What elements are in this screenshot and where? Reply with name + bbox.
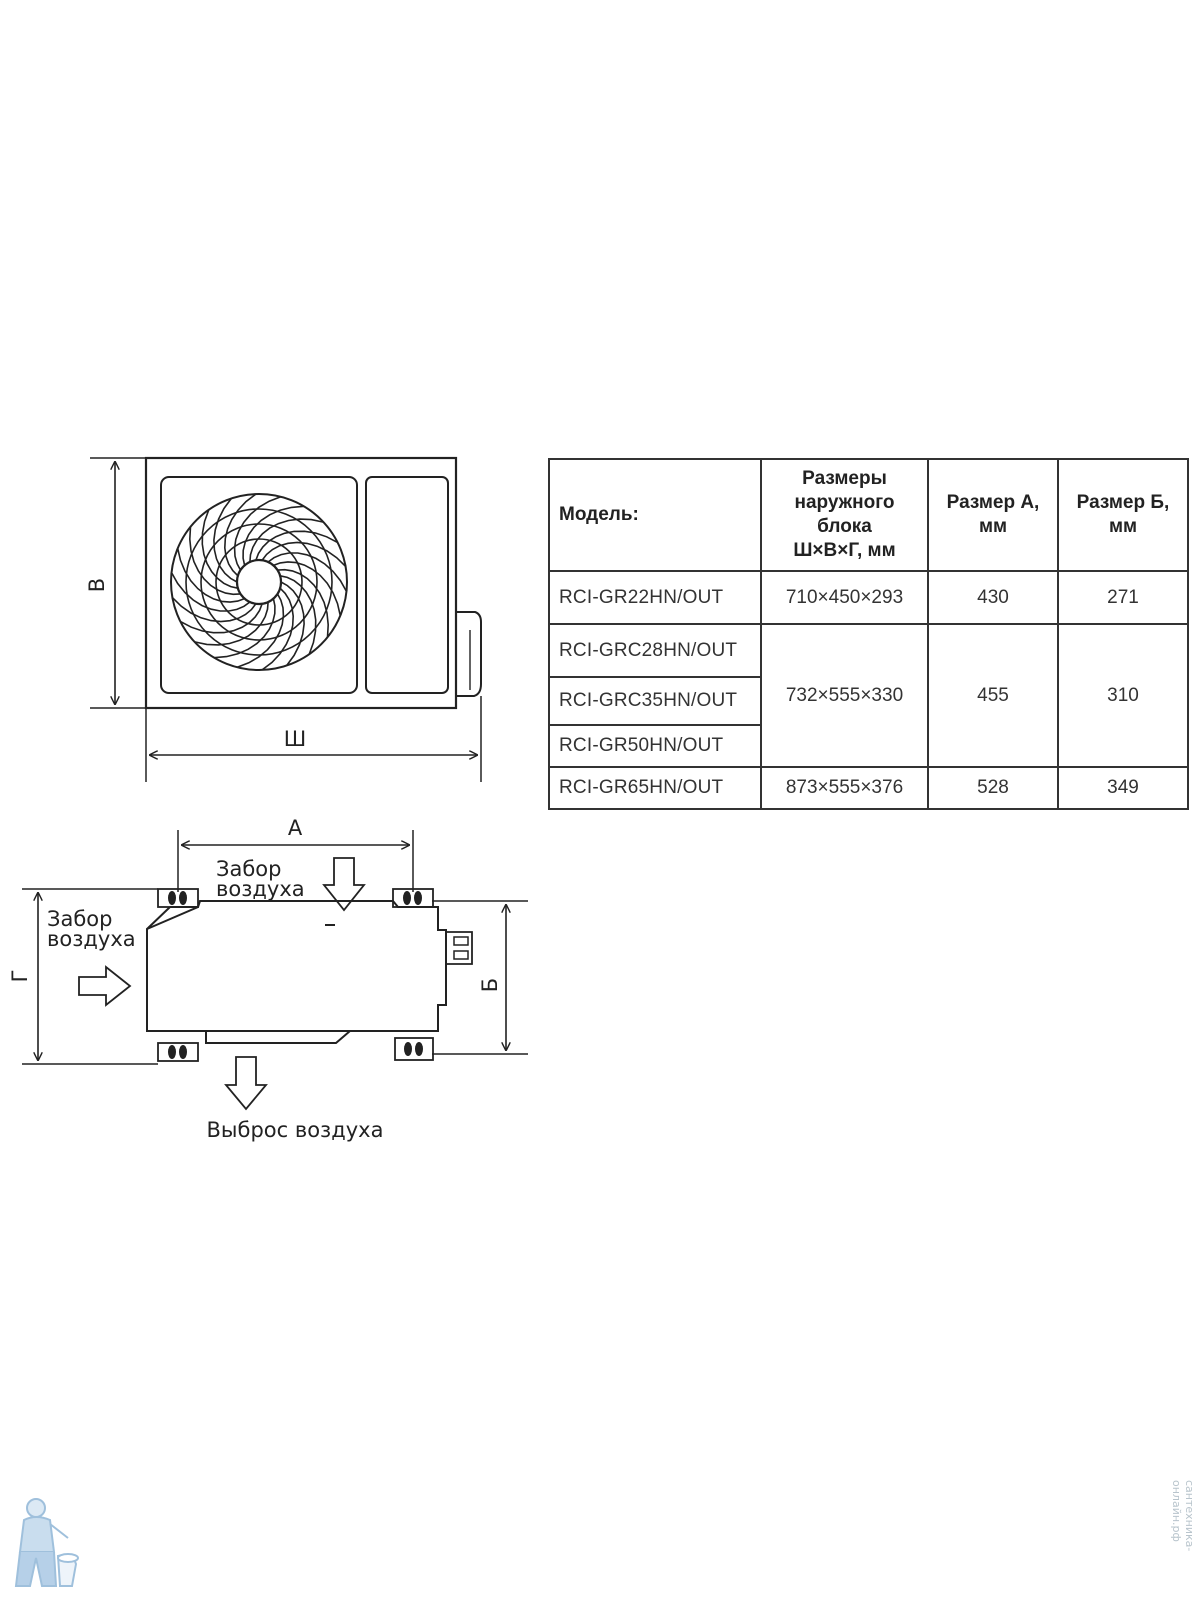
- air-intake-top-label-2: воздуха: [216, 877, 305, 901]
- air-exhaust-label: Выброс воздуха: [206, 1118, 384, 1142]
- header-outdoor-size-line: Размеры: [802, 468, 887, 489]
- model-cell: RCI-GR65HN/OUT: [549, 767, 761, 809]
- air-exhaust-arrow-icon: [226, 1057, 266, 1109]
- height-label: В: [85, 577, 109, 593]
- air-intake-left-arrow-icon: [79, 967, 130, 1005]
- size-a-cell: 430: [928, 571, 1058, 624]
- header-size-b-line: мм: [1108, 516, 1138, 537]
- model-cell: RCI-GR22HN/OUT: [549, 571, 761, 624]
- fan-blade-line: [250, 519, 324, 562]
- table-header-row: [549, 459, 1188, 571]
- plumber-mascot-icon: [6, 1494, 84, 1594]
- dim-a-label: А: [287, 816, 303, 840]
- header-size-a-line: Размер А,: [946, 492, 1040, 513]
- header-size-a-line: мм: [978, 516, 1008, 537]
- fan-blade-line: [195, 602, 269, 645]
- header-outdoor-size-line: блока: [817, 516, 872, 537]
- model-cell: RCI-GR50HN/OUT: [549, 725, 761, 767]
- header-outdoor-size-line: наружного: [794, 492, 895, 513]
- table-row: [549, 624, 1188, 677]
- table-row: [549, 571, 1188, 624]
- size-b-cell: 271: [1058, 571, 1188, 624]
- header-size-a: [928, 459, 1058, 571]
- dims-cell: 710×450×293: [761, 571, 928, 624]
- header-size-b-line: Размер Б,: [1076, 492, 1170, 513]
- unit-top-outline: [147, 901, 446, 1031]
- size-a-cell: 528: [928, 767, 1058, 809]
- header-outdoor-size-line: Ш×В×Г, мм: [793, 540, 896, 561]
- header-outdoor-size: [761, 459, 928, 571]
- fan-blade-line: [262, 588, 293, 670]
- air-intake-top-label-1: Забор: [216, 857, 282, 881]
- model-cell: RCI-GRC35HN/OUT: [549, 677, 761, 725]
- dim-b-label: Б: [478, 977, 502, 993]
- fan-grille-icon: [171, 494, 347, 670]
- width-label: Ш: [283, 727, 307, 751]
- dims-cell: 732×555×330: [761, 624, 928, 767]
- fan-blade-line: [190, 527, 241, 595]
- model-cell: RCI-GRC28HN/OUT: [549, 624, 761, 677]
- header-size-b: [1058, 459, 1188, 571]
- fan-blade-line: [225, 494, 256, 576]
- size-b-cell: 349: [1058, 767, 1188, 809]
- watermark-text: сантехника-онлайн.рф: [1170, 1480, 1196, 1552]
- dim-g-label: Г: [8, 969, 32, 983]
- table-row: [549, 767, 1188, 809]
- air-intake-top-arrow-icon: [324, 858, 364, 910]
- size-b-cell: 310: [1058, 624, 1188, 767]
- fan-blade-line: [256, 531, 338, 560]
- header-model: Модель:: [549, 459, 761, 571]
- fan-blade-line: [278, 570, 329, 638]
- dims-cell: 873×555×376: [761, 767, 928, 809]
- air-intake-left-label-2: воздуха: [47, 927, 136, 951]
- size-a-cell: 455: [928, 624, 1058, 767]
- air-intake-left-label-1: Забор: [47, 907, 113, 931]
- spec-table: [548, 458, 1189, 810]
- fan-blade-line: [180, 604, 262, 633]
